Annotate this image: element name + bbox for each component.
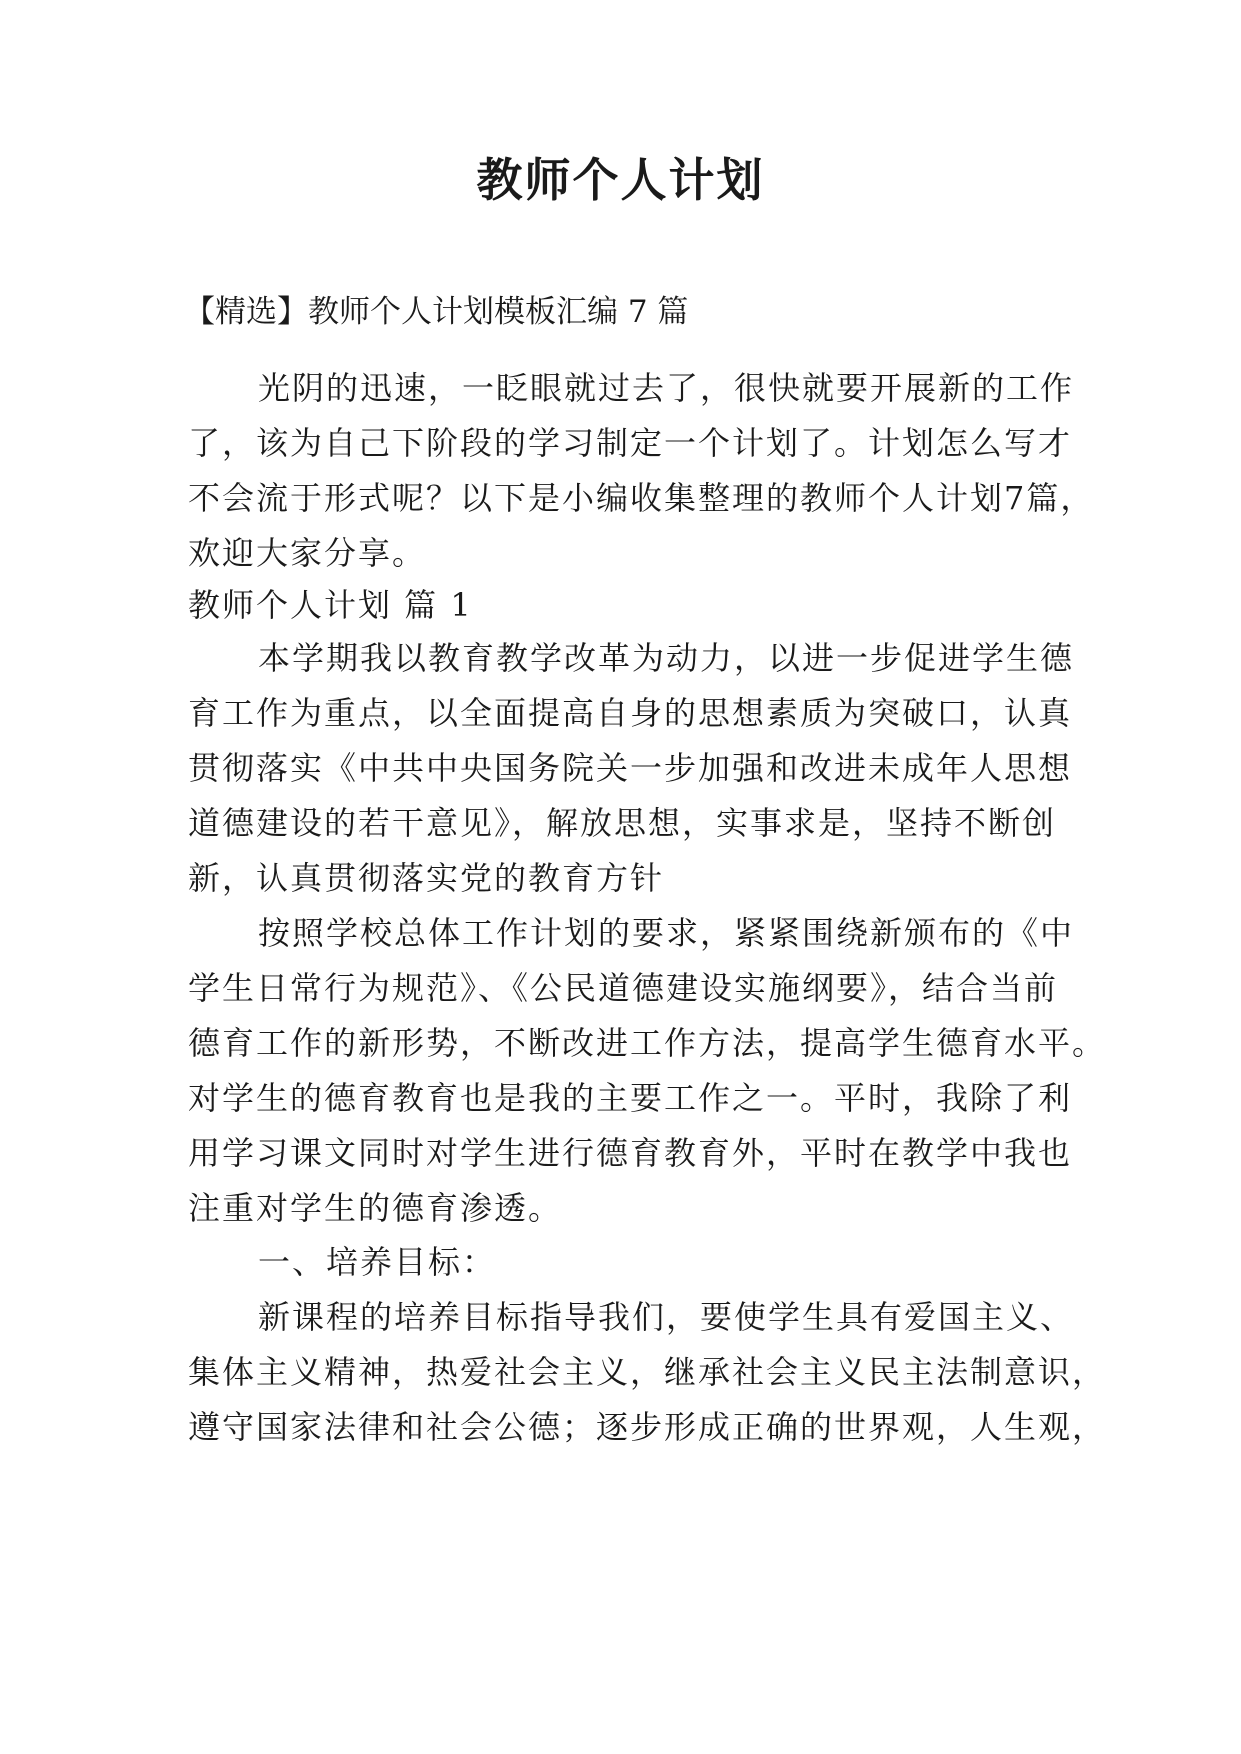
paragraph-line: 了，该为自己下阶段的学习制定一个计划了。计划怎么写才 <box>188 424 1073 462</box>
document-title: 教师个人计划 <box>476 153 765 207</box>
paragraph-line: 注重对学生的德育渗透。 <box>188 1189 563 1227</box>
section-heading: 教师个人计划 篇 1 <box>188 586 473 624</box>
paragraph-line: 德育工作的新形势，不断改进工作方法，提高学生德育水平。 <box>188 1024 1107 1062</box>
paragraph-line: 集体主义精神，热爱社会主义，继承社会主义民主法制意识， <box>188 1353 1107 1391</box>
paragraph-line: 新课程的培养目标指导我们，要使学生具有爱国主义、 <box>258 1298 1075 1336</box>
paragraph-line: 遵守国家法律和社会公德；逐步形成正确的世界观，人生观， <box>188 1408 1107 1446</box>
paragraph-line: 道德建设的若干意见》，解放思想，实事求是，坚持不断创 <box>188 804 1057 842</box>
paragraph-line: 按照学校总体工作计划的要求，紧紧围绕新颁布的《中 <box>258 914 1075 952</box>
paragraph-line: 新，认真贯彻落实党的教育方针 <box>188 859 665 897</box>
paragraph-line: 不会流于形式呢？以下是小编收集整理的教师个人计划7篇， <box>188 479 1095 517</box>
paragraph-line: 用学习课文同时对学生进行德育教育外，平时在教学中我也 <box>188 1134 1073 1172</box>
paragraph-line: 光阴的迅速，一眨眼就过去了，很快就要开展新的工作 <box>258 369 1075 407</box>
paragraph-line: 学生日常行为规范》、《公民道德建设实施纲要》，结合当前 <box>188 969 1059 1007</box>
paragraph-line: 本学期我以教育教学改革为动力，以进一步促进学生德 <box>258 639 1075 677</box>
section-heading: 一、培养目标： <box>258 1243 497 1281</box>
paragraph-line: 欢迎大家分享。 <box>188 534 427 572</box>
document-subtitle: 【精选】教师个人计划模板汇编 7 篇 <box>184 294 689 330</box>
paragraph-line: 贯彻落实《中共中央国务院关一步加强和改进未成年人思想 <box>188 749 1073 787</box>
paragraph-line: 育工作为重点，以全面提高自身的思想素质为突破口，认真 <box>188 694 1073 732</box>
paragraph-line: 对学生的德育教育也是我的主要工作之一。平时，我除了利 <box>188 1079 1073 1117</box>
